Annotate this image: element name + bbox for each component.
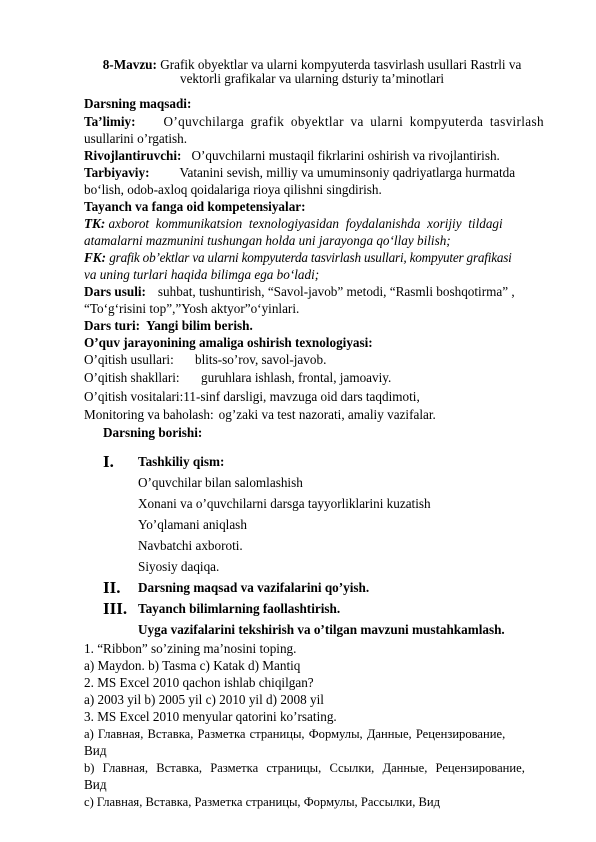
tarbiy-text1: Vatanini sevish, milliy va umuminsoniy qadriyatlarga hurmatda [179, 165, 516, 180]
section-title-2: Darsning maqsad va vazifalarini qo’yish. [138, 580, 370, 595]
answer-3a [84, 726, 542, 742]
answer-3b-text: b) Главная, Вставка, Разметка страницы, Ссылки, Данные, Рецензирование, [84, 761, 525, 775]
fk-text1: grafik ob’ektlar va ularni kompyuterda tasvirlash usullari, kompyuter grafikasi [109, 250, 512, 265]
lesson-title [84, 58, 540, 86]
row-label: O’qitish shakllari: [84, 370, 180, 385]
talimiy-label: Ta’limiy: [84, 114, 136, 129]
row-usullari [84, 352, 326, 368]
row-value: blits-so’rov, savol-javob. [195, 352, 327, 367]
section-numeral-2: II. [103, 578, 121, 597]
talimiy-line2: usullarini o’rgatish. [84, 131, 188, 146]
turi-label: Dars turi: [84, 318, 141, 333]
fk-label: FK: [84, 250, 106, 265]
list-item: Yo’qlamani aniqlash [138, 517, 247, 532]
question-2: 2. MS Excel 2010 qachon ishlab chiqilgan? [84, 675, 314, 690]
fk-line1 [84, 250, 512, 266]
talimiy-line1 [84, 114, 542, 130]
tk-label: TK: [84, 216, 106, 231]
row-value: og’zaki va test nazorati, amaliy vazifalar. [218, 407, 436, 422]
usul-label: Dars usuli: [84, 284, 146, 299]
answer-1: a) Maydon. b) Tasma c) Katak d) Mantiq [84, 658, 301, 673]
answer-2: a) 2003 yil b) 2005 yil c) 2010 yil d) 2008 yil [84, 692, 324, 707]
tk-text1: axborot kommunikatsion texnologiyasidan foydalanishda xorijiy tildagi [108, 216, 503, 231]
list-item: Siyosiy daqiqa. [138, 559, 220, 574]
usul-line1 [84, 284, 515, 300]
quv-heading: O’quv jarayonining amaliga oshirish texnologiyasi: [84, 335, 373, 350]
title-label: 8-Mavzu: [102, 57, 157, 72]
row-value: 11-sinf darsligi, mavzuga oid dars taqdimoti, [183, 389, 420, 404]
borishi-heading: Darsning borishi: [103, 425, 203, 440]
answer-3a-text: a) Главная, Вставка, Разметка страницы, Формулы, Данные, Рецензирование, [84, 727, 506, 741]
answer-3b [84, 760, 525, 776]
turi-line [84, 318, 253, 334]
section-numeral-1: I. [103, 452, 114, 471]
row-label: O’qitish vositalari: [84, 389, 184, 404]
tarbiy-line1 [84, 165, 515, 181]
section-numeral-3: III. [103, 599, 128, 618]
title-line2: vektorli grafikalar va ularning dsturiy ta’minotlari [179, 71, 445, 86]
tk-line1 [84, 216, 503, 232]
list-item: Navbatchi axboroti. [138, 538, 243, 553]
row-monitoring [84, 407, 436, 423]
row-label: O’qitish usullari: [84, 352, 174, 367]
rivoj-label: Rivojlantiruvchi: [84, 148, 182, 163]
answer-3c: c) Главная, Вставка, Разметка страницы, Формулы, Рассылки, Вид [84, 795, 441, 809]
row-label: Monitoring va baholash: [84, 407, 214, 422]
row-shakllari [84, 370, 391, 386]
question-1: 1. “Ribbon” so’zining ma’nosini toping. [84, 641, 297, 656]
row-vositalari [84, 389, 420, 405]
komp-heading: Tayanch va fanga oid kompetensiyalar: [84, 199, 306, 214]
rivoj-text: O’quvchilarni mustaqil fikrlarini oshirish va rivojlantirish. [191, 148, 500, 163]
answer-3a-cont: Вид [84, 743, 107, 758]
title-line1: Grafik obyektlar va ularni kompyuterda tasvirlash usullari Rastrli va [160, 57, 522, 72]
goal-heading: Darsning maqsadi: [84, 96, 192, 111]
tarbiy-line2: bo‘lish, odob-axloq qoidalariga rioya qilishni singdirish. [84, 182, 382, 197]
usul-text1: suhbat, tushuntirish, “Savol-javob” metodi, “Rasmli boshqotirma” , [157, 284, 515, 299]
question-3: 3. MS Excel 2010 menyular qatorini ko’rsating. [84, 709, 337, 724]
section-title-1: Tashkiliy qism: [138, 454, 225, 469]
row-value: guruhlara ishlash, frontal, jamoaviy. [201, 370, 392, 385]
section-title-3: Tayanch bilimlarning faollashtirish. [138, 601, 341, 616]
section-subtitle-3: Uyga vazifalarini tekshirish va o’tilgan mavzuni mustahkamlash. [138, 622, 505, 637]
tk-line2: atamalarni mazmunini tushungan holda uni jarayonga qo‘llay bilish; [84, 233, 451, 248]
rivoj-line [84, 148, 500, 164]
list-item: O’quvchilar bilan salomlashish [138, 475, 303, 490]
list-item: Xonani va o’quvchilarni darsga tayyorliklarini kuzatish [138, 496, 431, 511]
turi-value: Yangi bilim berish. [146, 318, 253, 333]
fk-line2: va uning turlari haqida bilimga ega bo‘ladi; [84, 267, 320, 282]
talimiy-text1: O’quvchilarga grafik obyektlar va ularni kompyuterda tasvirlash [163, 114, 544, 129]
tarbiy-label: Tarbiyaviy: [84, 165, 150, 180]
answer-3b-cont: Вид [84, 777, 107, 792]
usul-line2: “To‘g‘risini top”,”Yosh aktyor”o‘yinlari. [84, 301, 300, 316]
